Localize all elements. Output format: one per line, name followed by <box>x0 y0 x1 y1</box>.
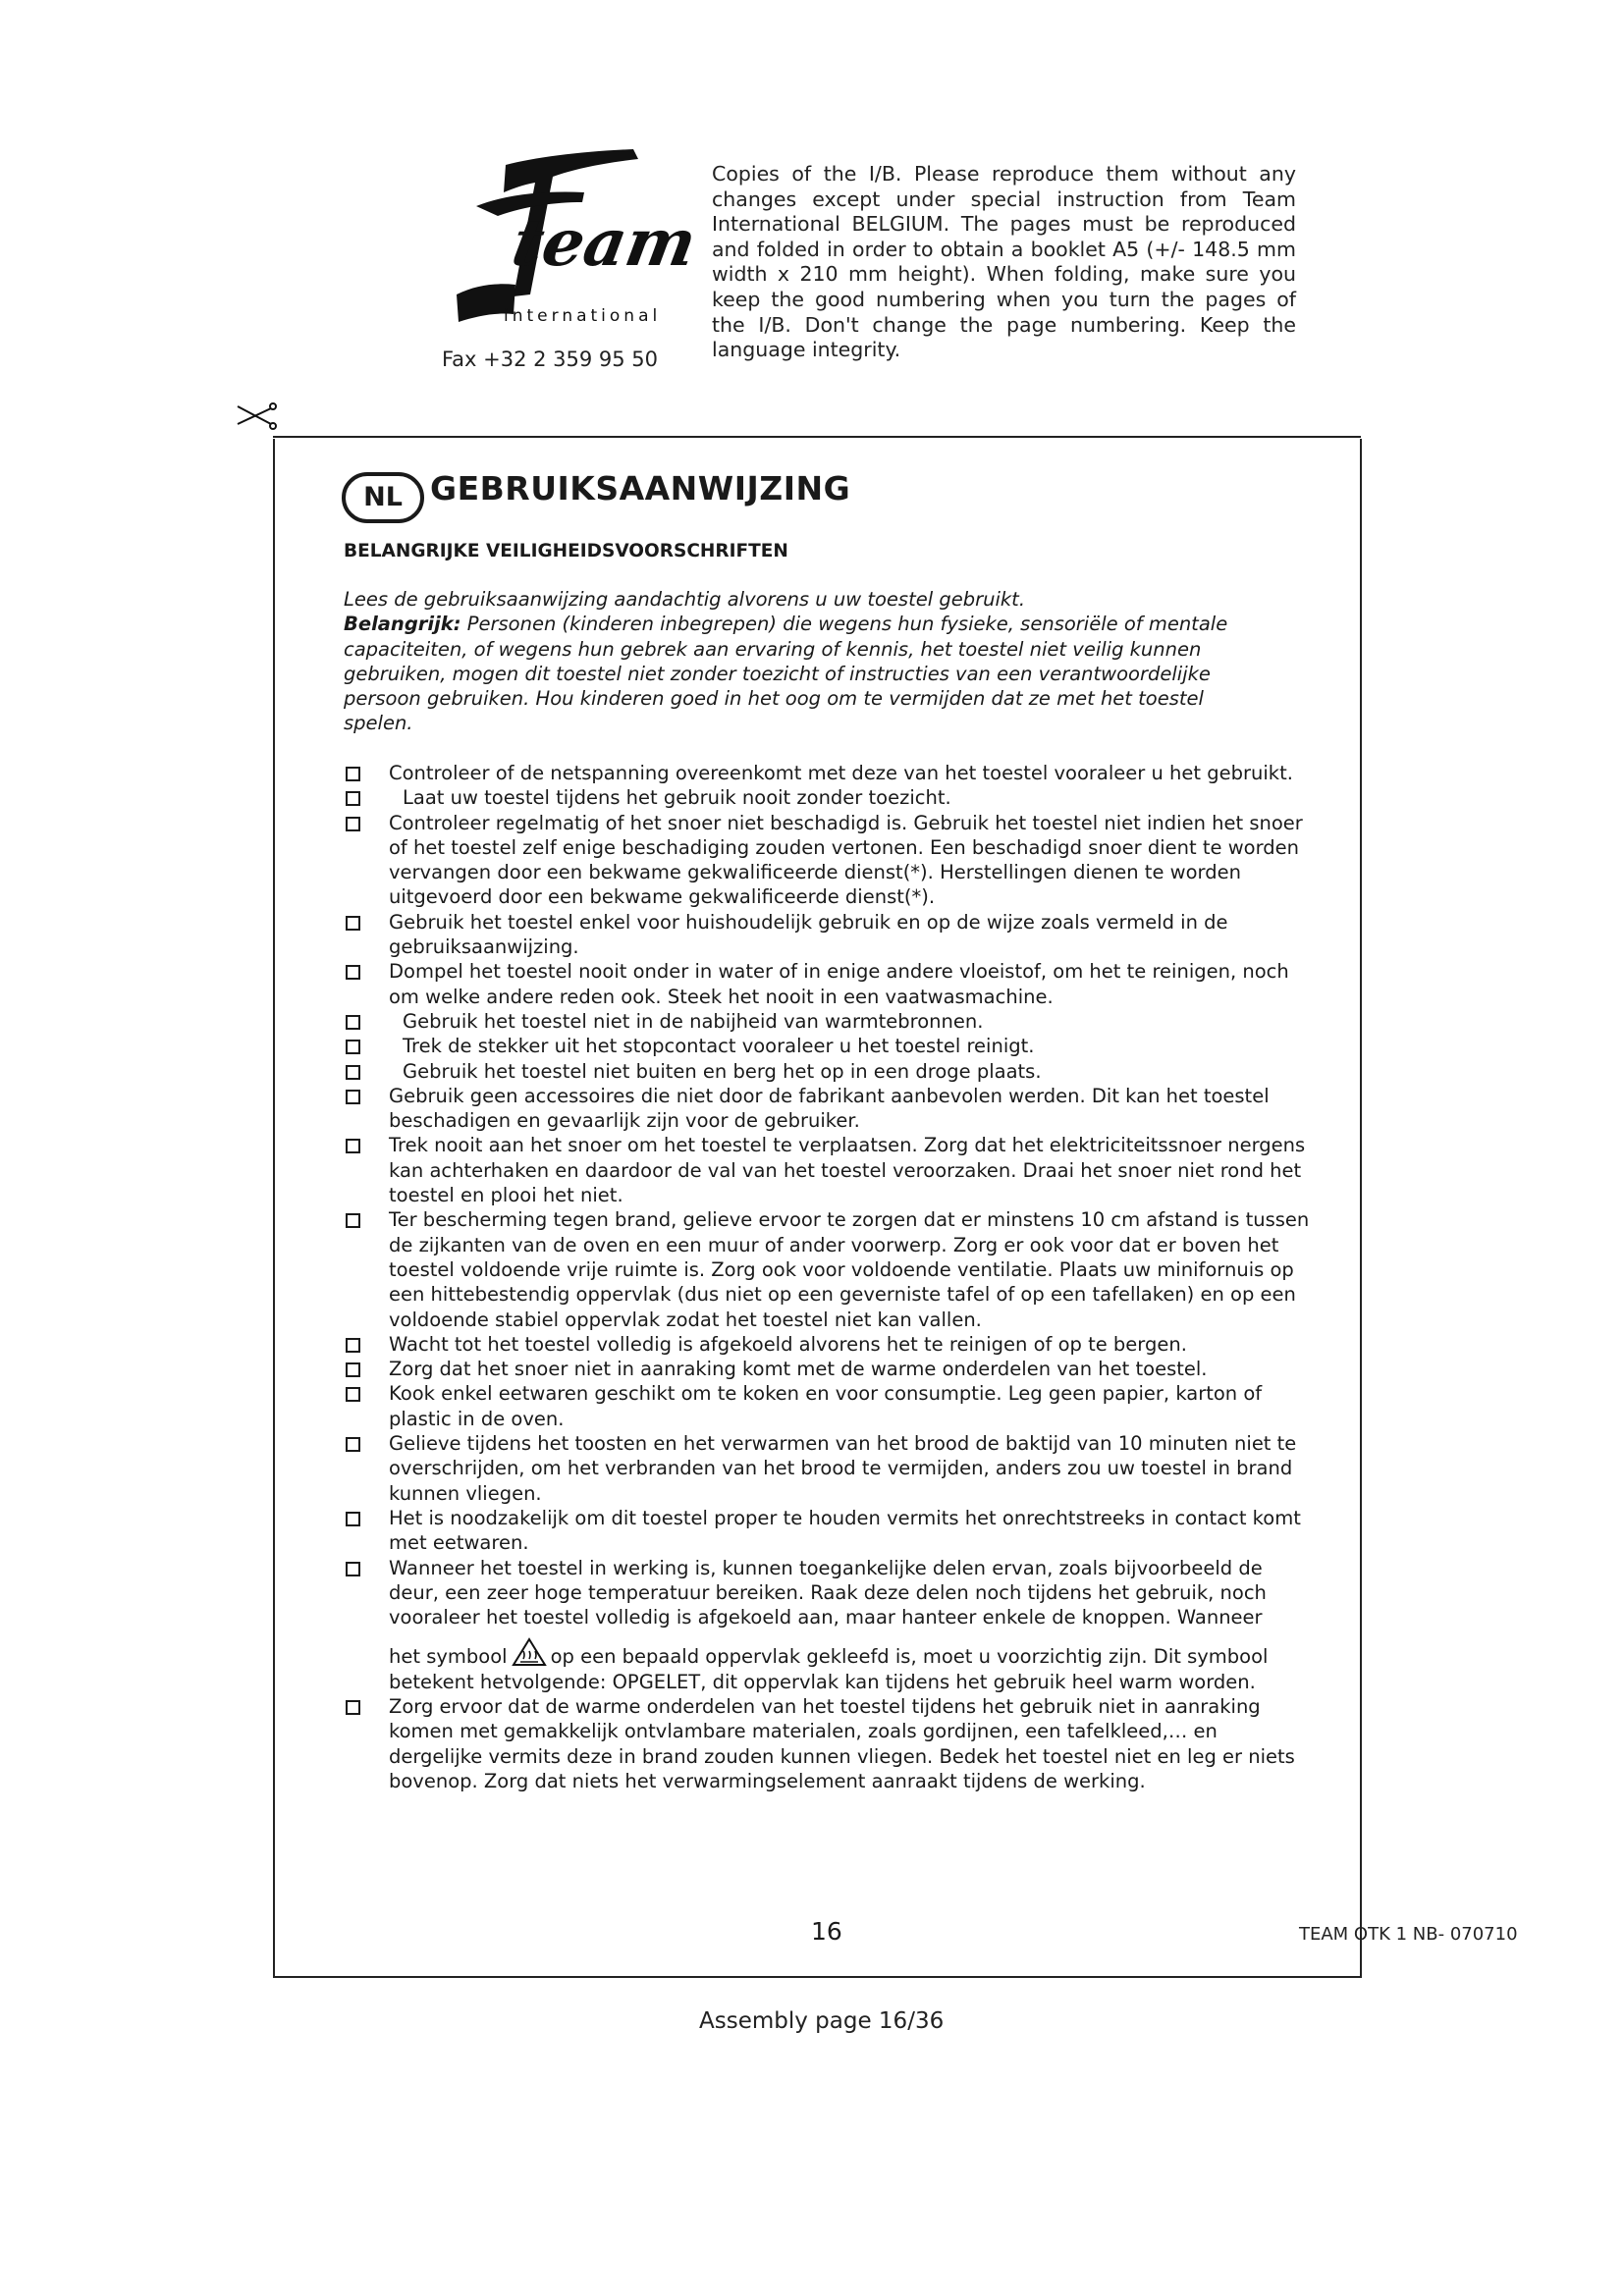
logo-sub-text: international <box>504 306 662 326</box>
rule-text: Gebruik geen accessoires die niet door de fabrikant aanbevolen werden. Dit kan het toestel beschadigen en gevaarlijk zijn voor de gebruiker. <box>389 1084 1270 1133</box>
checkbox-bullet-icon <box>346 767 360 781</box>
page-number: 16 <box>811 1917 842 1946</box>
checkbox-bullet-icon <box>346 1512 360 1526</box>
checkbox-bullet-icon <box>346 1213 360 1228</box>
rule-text: Gebruik het toestel niet buiten en berg het op in een droge plaats. <box>403 1059 1042 1083</box>
intro-lead: Lees de gebruiksaanwijzing aandachtig alvorens u uw toestel gebruikt. <box>344 588 1026 611</box>
rule-text-continuation <box>389 1637 1316 1694</box>
rule-text: Controleer of de netspanning overeenkomt met deze van het toestel vooraleer u het gebruikt. <box>389 762 1293 784</box>
hot-surface-warning-icon <box>512 1637 547 1667</box>
rule-text: Zorg ervoor dat de warme onderdelen van het toestel tijdens het gebruik niet in aanraking komen met gemakkelijk ontvlambare materialen, zoals gordijnen, een tafelkleed,… en dergelijke vermits deze in brand zouden kunnen vliegen. Bedek het toestel niet en leg er niets bovenop. Zorg dat niets het verwarmingselement aanraakt tijdens de werking. <box>389 1694 1295 1792</box>
list-item <box>344 1556 1316 1630</box>
checkbox-bullet-icon <box>346 1139 360 1153</box>
list-item <box>344 1694 1316 1793</box>
fax-number: Fax +32 2 359 95 50 <box>442 347 659 371</box>
rule-text: Trek de stekker uit het stopcontact vooraleer u het toestel reinigt. <box>403 1035 1035 1058</box>
list-item-continuation <box>344 1637 1316 1694</box>
safety-rules-list <box>344 761 1316 1793</box>
list-item <box>344 1506 1316 1556</box>
list-item <box>344 910 1316 960</box>
list-item <box>344 1009 1316 1034</box>
list-item <box>344 785 1316 810</box>
section-title: BELANGRIJKE VEILIGHEIDSVOORSCHRIFTEN <box>344 541 788 561</box>
reproduction-instructions: Copies of the I/B. Please reproduce them without any changes except under special instruction from Team International BELGIUM. The pages must be reproduced and folded in order to obtain a booklet A5 (+/- 148.5 mm width x 210 mm height). When folding, make sure you keep the good numbering when you turn the pages of the I/B. Don't change the page numbering. Keep the language integrity. <box>712 162 1296 362</box>
rule-text: Controleer regelmatig of het snoer niet beschadigd is. Gebruik het toestel niet indien het snoer of het toestel zelf enige beschadiging zouden vertonen. Een beschadigd snoer dient te worden vervangen door een bekwame gekwalificeerde dienst(*). Herstellingen dienen te worden uitgevoerd door een bekwame gekwalificeerde dienst(*). <box>389 811 1303 909</box>
cut-line <box>273 436 1361 438</box>
rule-text: Laat uw toestel tijdens het gebruik nooit zonder toezicht. <box>403 786 951 810</box>
list-item <box>344 1381 1316 1431</box>
assembly-page-label: Assembly page 16/36 <box>699 2008 945 2034</box>
list-item <box>344 1207 1316 1331</box>
checkbox-bullet-icon <box>346 1387 360 1402</box>
rule-text: Ter bescherming tegen brand, gelieve ervoor te zorgen dat er minstens 10 cm afstand is tussen de zijkanten van de oven en een muur of ander voorwerp. Zorg er ook voor dat er boven het toestel voldoende vrije ruimte is. Zorg ook voor voldoende ventilatie. Plaats uw minifornuis op een hittebestendig oppervlak (dus niet op een geverniste tafel of op een tafellaken) en op een voldoende stabiel oppervlak zodat het toestel niet kan vallen. <box>389 1208 1310 1331</box>
rule-text: Kook enkel eetwaren geschikt om te koken en voor consumptie. Leg geen papier, karton of plastic in de oven. <box>389 1382 1263 1430</box>
list-item <box>344 1431 1316 1506</box>
checkbox-bullet-icon <box>346 791 360 806</box>
checkbox-bullet-icon <box>346 1437 360 1452</box>
list-item <box>344 1332 1316 1357</box>
document-code: TEAM OTK 1 NB- 070710 <box>1299 1924 1518 1945</box>
rule-text: Gebruik het toestel niet in de nabijheid van warmtebronnen. <box>403 1009 984 1033</box>
checkbox-bullet-icon <box>346 965 360 980</box>
list-item <box>344 1357 1316 1381</box>
rule-text: Het is noodzakelijk om dit toestel proper te houden vermits het onrechtstreeks in contact komt met eetwaren. <box>389 1506 1301 1555</box>
symbol-meaning-text: op een bepaald oppervlak gekleefd is, moet u voorzichtig zijn. Dit symbool betekent hetvolgende: OPGELET, dit oppervlak kan tijdens het gebruik heel warm worden. <box>389 1645 1269 1693</box>
checkbox-bullet-icon <box>346 1040 360 1054</box>
checkbox-bullet-icon <box>346 817 360 831</box>
list-item <box>344 1059 1316 1084</box>
list-item <box>344 811 1316 910</box>
checkbox-bullet-icon <box>346 1700 360 1715</box>
rule-text: Gelieve tijdens het toosten en het verwarmen van het brood de baktijd van 10 minuten niet te overschrijden, om het verbranden van het brood te vermijden, anders zou uw toestel in brand kunnen vliegen. <box>389 1432 1297 1505</box>
team-international-logo <box>437 147 702 334</box>
list-item <box>344 1133 1316 1207</box>
checkbox-bullet-icon <box>346 1090 360 1104</box>
checkbox-bullet-icon <box>346 1562 360 1576</box>
list-item <box>344 1034 1316 1058</box>
list-item <box>344 761 1316 785</box>
scissors-icon <box>234 402 279 430</box>
symbol-intro-text: het symbool <box>389 1645 508 1669</box>
checkbox-bullet-icon <box>346 1362 360 1377</box>
language-badge: NL <box>342 472 424 523</box>
list-item <box>344 1084 1316 1134</box>
checkbox-bullet-icon <box>346 1015 360 1030</box>
page-title: GEBRUIKSAANWIJZING <box>430 469 851 507</box>
rule-text: Wacht tot het toestel volledig is afgekoeld alvorens het te reinigen of op te bergen. <box>389 1332 1187 1356</box>
checkbox-bullet-icon <box>346 1338 360 1353</box>
intro-important-label: Belangrijk: <box>344 613 461 636</box>
list-item <box>344 959 1316 1009</box>
intro-paragraph <box>344 587 1262 736</box>
logo-brand-text: team <box>507 204 702 281</box>
rule-text: Gebruik het toestel enkel voor huishoudelijk gebruik en op de wijze zoals vermeld in de gebruiksaanwijzing. <box>389 910 1228 959</box>
rule-text: Wanneer het toestel in werking is, kunnen toegankelijke delen ervan, zoals bijvoorbeeld de deur, een zeer hoge temperatuur bereiken. Raak deze delen noch tijdens het gebruik, noch vooraleer het toestel volledig is afgekoeld aan, maar hanteer enkele de knoppen. Wanneer <box>389 1556 1267 1629</box>
checkbox-bullet-icon <box>346 916 360 931</box>
rule-text: Zorg dat het snoer niet in aanraking komt met de warme onderdelen van het toestel. <box>389 1358 1208 1381</box>
rule-text: Dompel het toestel nooit onder in water of in enige andere vloeistof, om het te reinigen, noch om welke andere reden ook. Steek het nooit in een vaatwasmachine. <box>389 960 1289 1008</box>
rule-text: Trek nooit aan het snoer om het toestel te verplaatsen. Zorg dat het elektriciteitssnoer nergens kan achterhaken en daardoor de val van het toestel veroorzaken. Draai het snoer niet rond het toestel en plooi het niet. <box>389 1134 1306 1207</box>
intro-important-text: Personen (kinderen inbegrepen) die wegens hun fysieke, sensoriële of mentale capaciteiten, of wegens hun gebrek aan ervaring of kennis, het toestel niet veilig kunnen gebruiken, mogen dit toestel niet zonder toezicht of instructies van een verantwoordelijke persoon gebruiken. Hou kinderen goed in het oog om te vermijden dat ze met het toestel spelen. <box>344 613 1228 735</box>
checkbox-bullet-icon <box>346 1065 360 1080</box>
